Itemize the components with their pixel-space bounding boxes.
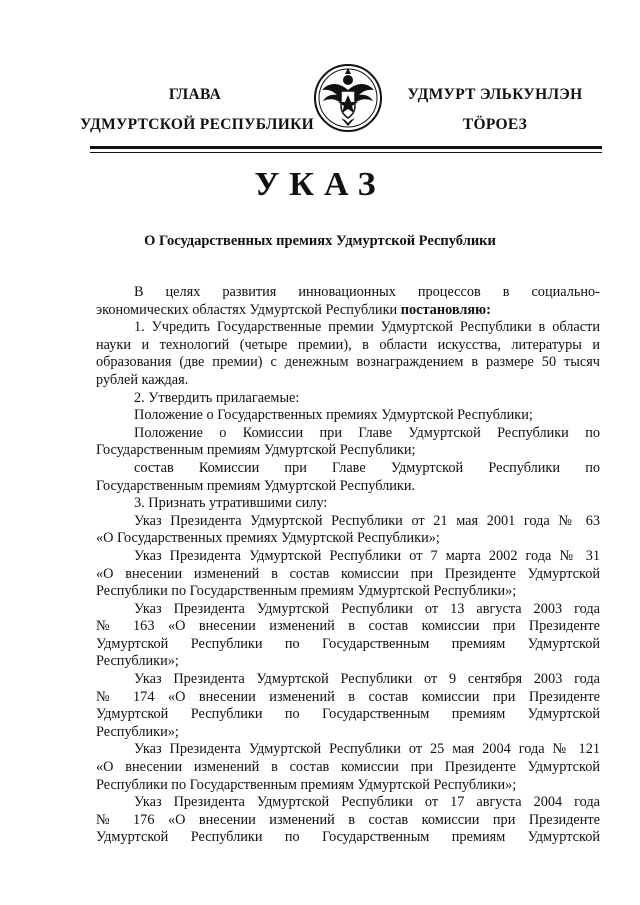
body-line: Указ Президента Удмуртской Республики от 9 сентября 2003 года <box>134 671 600 688</box>
body-line: рублей каждая. <box>96 371 189 388</box>
body-line: Положение о Комиссии при Главе Удмуртской Республики по <box>134 424 600 441</box>
body-line: экономических областях Удмуртской Республики постановляю: <box>96 301 491 318</box>
body-line: Республики по Государственным премиям Удмуртской Республики»; <box>96 583 517 600</box>
document-body <box>96 284 600 847</box>
header-right-line2: ТӦРОЕЗ <box>462 116 528 133</box>
body-line: Положение о Государственных премиях Удмуртской Республики; <box>134 407 533 424</box>
body-line: Удмуртской Республики по Государственным премиям Удмуртской <box>96 706 600 723</box>
body-line: Указ Президента Удмуртской Республики от 17 августа 2004 года <box>134 794 600 811</box>
body-line: образования (две премии) с денежным вознаграждением в размере 50 тысяч <box>96 354 600 371</box>
body-line: Указ Президента Удмуртской Республики от 7 марта 2002 года № 31 <box>134 547 600 564</box>
body-line: 3. Признать утратившими силу: <box>134 495 328 512</box>
body-line: состав Комиссии при Главе Удмуртской Республики по <box>134 459 600 476</box>
header-right <box>400 80 590 140</box>
body-line: Республики»; <box>96 723 179 740</box>
document-title: УКАЗ <box>254 166 386 203</box>
body-line: № 163 «О внесении изменений в состав комиссии при Президенте <box>96 618 600 635</box>
header-divider-thick <box>90 146 602 149</box>
document-subtitle: О Государственных премиях Удмуртской Республики <box>144 233 496 249</box>
header-left-line2: УДМУРТСКОЙ РЕСПУБЛИКИ <box>80 116 315 133</box>
body-line: 2. Утвердить прилагаемые: <box>134 389 300 406</box>
body-line: Государственным премиям Удмуртской Республики; <box>96 442 416 459</box>
body-line: Удмуртской Республики по Государственным премиям Удмуртской <box>96 635 600 652</box>
body-line: 1. Учредить Государственные премии Удмуртской Республики в области <box>134 319 600 336</box>
body-line: Указ Президента Удмуртской Республики от 13 августа 2003 года <box>134 600 600 617</box>
body-line: Республики по Государственным премиям Удмуртской Республики»; <box>96 776 517 793</box>
header-divider-thin <box>90 152 602 153</box>
body-line: науки и технологий (четыре премии), в области искусства, литературы и <box>96 336 600 353</box>
body-line: «О внесении изменений в состав комиссии при Президенте Удмуртской <box>96 565 600 582</box>
body-line: Указ Президента Удмуртской Республики от 25 мая 2004 года № 121 <box>134 741 600 758</box>
body-line: «О внесении изменений в состав комиссии при Президенте Удмуртской <box>96 759 600 776</box>
coat-of-arms-icon <box>313 60 383 136</box>
body-line: Указ Президента Удмуртской Республики от 21 мая 2001 года № 63 <box>134 512 600 529</box>
body-line: Удмуртской Республики по Государственным премиям Удмуртской <box>96 829 600 846</box>
header-left-line1: ГЛАВА <box>168 86 222 103</box>
body-line: Государственным премиям Удмуртской Республики. <box>96 477 416 494</box>
header-right-line1: УДМУРТ ЭЛЬКУНЛЭН <box>407 86 583 103</box>
body-line: «О Государственных премиях Удмуртской Республики»; <box>96 530 440 547</box>
body-line: № 174 «О внесении изменений в состав комиссии при Президенте <box>96 688 600 705</box>
body-line: Республики»; <box>96 653 179 670</box>
body-line: № 176 «О внесении изменений в состав комиссии при Президенте <box>96 811 600 828</box>
header-left <box>80 80 315 140</box>
body-line: В целях развития инновационных процессов в социально- <box>134 284 600 300</box>
